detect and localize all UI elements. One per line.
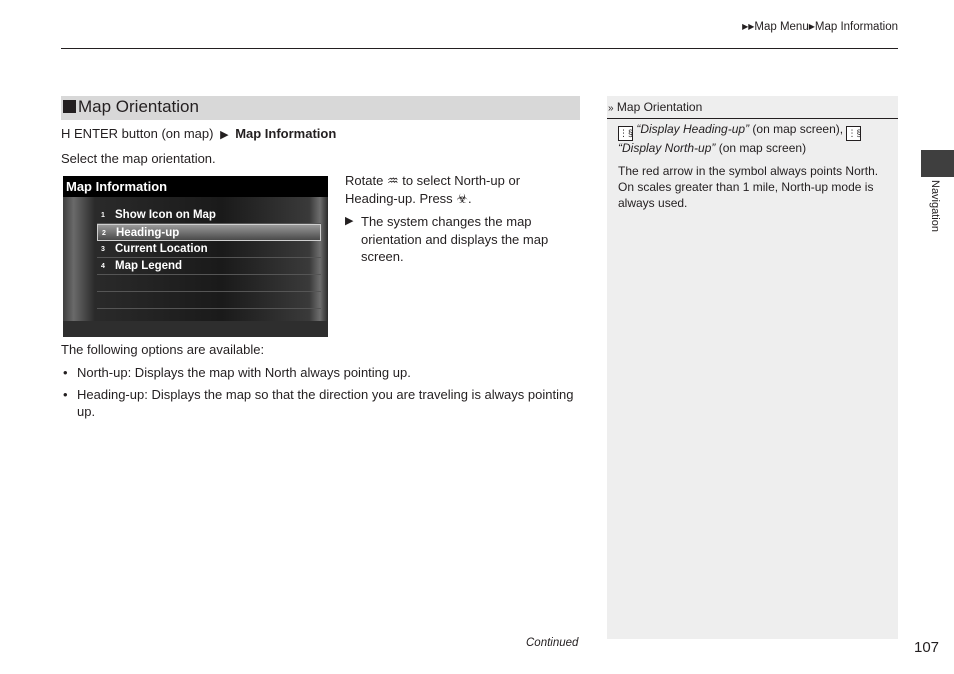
screen-menu-item[interactable]: 3 Current Location xyxy=(97,241,321,258)
double-arrow-icon: ▶▶ xyxy=(742,22,755,31)
screen-menu-empty-row xyxy=(97,292,321,309)
screen-menu-item-selected[interactable]: 2 Heading-up xyxy=(97,224,321,241)
result-instruction: ▶ The system changes the map orientation and displays the map screen. xyxy=(345,214,549,264)
list-item xyxy=(61,364,576,382)
section-header xyxy=(61,96,580,120)
header-rule xyxy=(61,48,898,49)
voice-command-heading-up: “Display Heading-up” xyxy=(636,122,750,136)
intro-text: Select the map orientation. xyxy=(61,151,216,166)
voice-command-north-up: “Display North-up” xyxy=(618,141,716,155)
command-path xyxy=(61,126,336,141)
page-number: 107 xyxy=(914,639,940,656)
options-list xyxy=(61,364,576,425)
screen-title: Map Information xyxy=(63,176,328,197)
screen-menu-item[interactable]: 1 Show Icon on Map xyxy=(97,207,321,224)
section-title: Map Orientation xyxy=(78,97,199,116)
screen-menu-list xyxy=(97,207,321,309)
option-heading-up: Heading-up xyxy=(345,191,413,206)
breadcrumb xyxy=(742,21,898,33)
option-term: North-up xyxy=(77,365,128,380)
side-notes-text: The red arrow in the symbol always points North. On scales greater than 1 mile, North-up mode is always used. xyxy=(618,164,879,210)
arrow-right-icon: ▶ xyxy=(345,215,354,227)
screen-body xyxy=(63,197,328,321)
option-term: Heading-up xyxy=(77,386,145,402)
screen-illustration xyxy=(63,176,328,337)
rotate-instruction: Rotate ♒ to select North-up or Heading-up. Press ☣. xyxy=(345,173,521,206)
side-notes-panel xyxy=(607,96,898,639)
side-notes-heading: » Map Orientation xyxy=(607,96,898,119)
screen-menu-item[interactable]: 4 Map Legend xyxy=(97,258,321,275)
screen-menu-empty-row xyxy=(97,275,321,292)
list-item xyxy=(61,386,576,421)
breadcrumb-item-map-menu[interactable]: Map Menu xyxy=(754,21,809,33)
interface-dial-press-icon: ☣ xyxy=(456,191,468,206)
double-chevron-icon: » xyxy=(608,103,614,114)
command-target: Map Information xyxy=(235,126,337,141)
interface-dial-rotate-icon: ♒ xyxy=(386,173,399,188)
options-intro: The following options are available: xyxy=(61,342,265,357)
navigation-tab[interactable] xyxy=(921,150,954,177)
voice-command-icon: ⋮§ xyxy=(618,126,633,141)
home-button-icon: H xyxy=(61,126,71,141)
side-notes-reference: ⋮§ “Display Heading-up” (on map screen), ⋮§ “Display North-up” (on map screen) xyxy=(618,122,862,155)
continued-label: Continued xyxy=(526,637,579,649)
command-text: ENTER button (on map) xyxy=(74,126,214,141)
option-desc: : Displays the map so that the direction you are traveling is always pointing up. xyxy=(77,386,574,419)
voice-command-icon: ⋮§ xyxy=(846,126,861,141)
breadcrumb-item-map-information[interactable]: Map Information xyxy=(814,21,898,33)
square-bullet-icon xyxy=(63,100,76,113)
option-north-up: North-up xyxy=(454,173,505,188)
screen-footer xyxy=(63,321,328,337)
option-desc: : Displays the map with North always pointing up. xyxy=(127,365,411,380)
navigation-tab-label: Navigation xyxy=(929,180,941,232)
arrow-right-icon: ▶ xyxy=(808,22,815,31)
bullet-icon: • xyxy=(63,386,68,402)
arrow-right-icon: ▶ xyxy=(220,129,229,141)
bullet-icon: • xyxy=(63,365,68,380)
